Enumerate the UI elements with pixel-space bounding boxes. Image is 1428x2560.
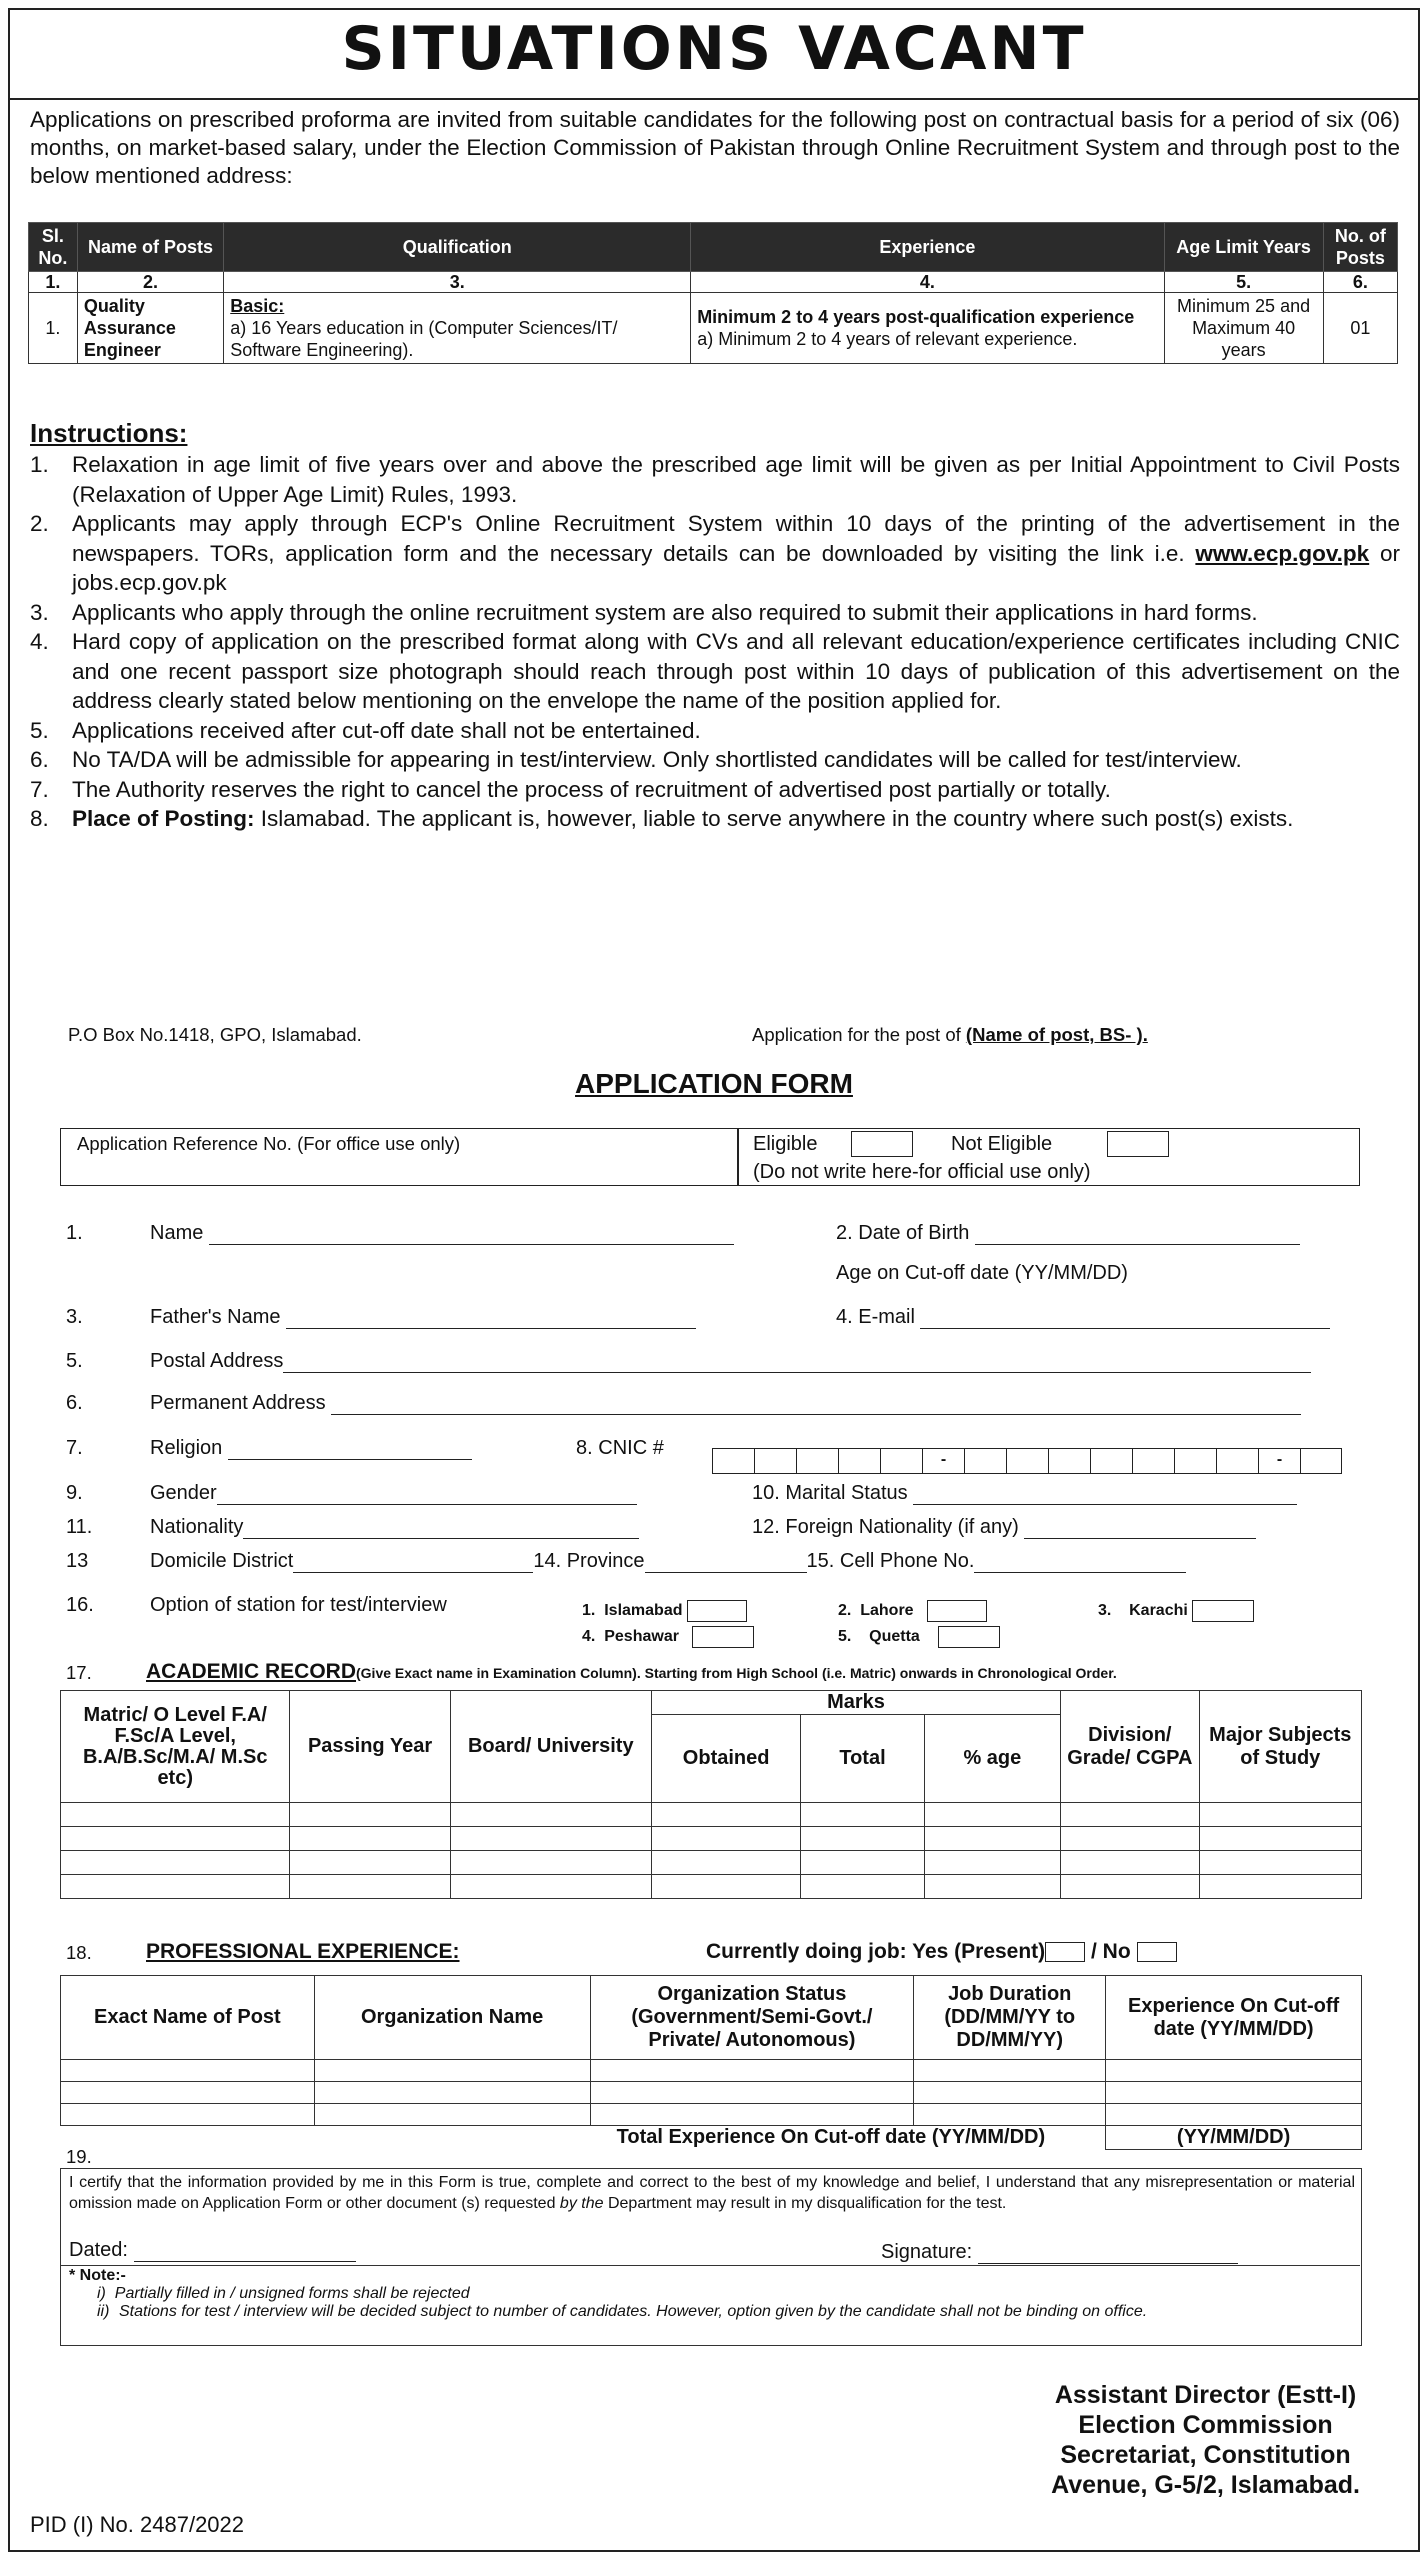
experience-title: Minimum 2 to 4 years post-qualification experience: [697, 307, 1135, 327]
cnic-boxes[interactable]: - -: [712, 1448, 1342, 1474]
qualification-text: a) 16 Years education in (Computer Sciences/IT/ Software Engineering).: [230, 318, 618, 360]
applied-for-label: Application for the post of (Name of post, BS- ).: [752, 1024, 1148, 1045]
col-number: 4.: [691, 272, 1164, 293]
table-row[interactable]: [61, 2104, 1362, 2126]
station-label: Option of station for test/interview: [150, 1594, 447, 1616]
province-field[interactable]: [645, 1572, 807, 1573]
table-row: [29, 293, 1398, 364]
col-number: 5.: [1164, 272, 1323, 293]
list-item: 8. Place of Posting: Islamabad. The applicant is, however, liable to serve anywhere in the country where such post(s) exists.: [30, 806, 1294, 831]
experience-text: a) Minimum 2 to 4 years of relevant experience.: [697, 329, 1078, 349]
note-label: * Note:-: [69, 2267, 126, 2284]
lahore-checkbox[interactable]: [927, 1600, 987, 1622]
station-option[interactable]: 5. Quetta: [838, 1626, 1000, 1648]
header-qualification: Qualification: [224, 223, 691, 272]
notes: [97, 2285, 1353, 2321]
list-item: 7. The Authority reserves the right to cancel the process of recruitment of advertised post partially or totally.: [30, 776, 1111, 802]
header-exam: Matric/ O Level F.A/ F.Sc/A Level, B.A/B.Sc/M.A/ M.Sc etc): [61, 1691, 290, 1803]
list-item: 4. Hard copy of application on the prescribed format along with CVs and all relevant education/experience certificates including CNIC and one recent passport size photograph should reach through post within 10 days of publication of this advertisement on the address clearly stated below mentioning on the envelope the name of the position applied for.: [30, 629, 1400, 713]
col-number: 2.: [77, 272, 223, 293]
academic-table: [60, 1690, 1362, 1899]
foreign-nationality-field[interactable]: [1024, 1538, 1256, 1539]
list-item: ii) Stations for test / interview will be decided subject to number of candidates. However, option given by the candidate shall not be binding on office.: [97, 2303, 1148, 2320]
header-total: Total: [801, 1715, 924, 1803]
dated-field[interactable]: [134, 2261, 356, 2262]
station-option[interactable]: 2. Lahore: [838, 1600, 987, 1622]
table-row[interactable]: [61, 1827, 1362, 1851]
row-age-limit: Minimum 25 and Maximum 40 years: [1164, 293, 1323, 364]
header-experience: Experience: [691, 223, 1164, 272]
list-item: 5. Applications received after cut-off date shall not be entertained.: [30, 717, 701, 743]
nationality-field[interactable]: [243, 1538, 639, 1539]
dob-field[interactable]: [975, 1244, 1300, 1245]
col-number: 3.: [224, 272, 691, 293]
qualification-title: Basic:: [230, 296, 285, 316]
title-divider: [8, 98, 1420, 100]
declaration-text: I certify that the information provided by me in this Form is true, complete and correct to the best of my knowledge and belief, I understand that any misrepresentation or material omission made on Application Form or other document (s) requested by the Department may result in my disqualification for the test.: [69, 2174, 1355, 2212]
table-row[interactable]: [61, 1851, 1362, 1875]
table-row[interactable]: [61, 1803, 1362, 1827]
list-item: 3. Applicants who apply through the online recruitment system are also required to submit their applications in hard forms.: [30, 599, 1258, 625]
header-count: No. of Posts: [1323, 223, 1397, 272]
po-box: P.O Box No.1418, GPO, Islamabad.: [68, 1024, 362, 1045]
not-eligible-checkbox[interactable]: [1107, 1131, 1169, 1157]
header-post: Exact Name of Post: [61, 1976, 315, 2060]
eligible-checkbox[interactable]: [851, 1131, 913, 1157]
peshawar-checkbox[interactable]: [692, 1626, 754, 1648]
nationality-label: Nationality: [150, 1516, 639, 1539]
yes-checkbox[interactable]: [1045, 1942, 1085, 1962]
karachi-checkbox[interactable]: [1192, 1600, 1254, 1622]
cell-phone-field[interactable]: [974, 1572, 1186, 1573]
dob-label: 2. Date of Birth: [836, 1222, 1300, 1245]
list-item: i) Partially filled in / unsigned forms shall be rejected: [97, 2285, 470, 2302]
email-label: 4. E-mail: [836, 1306, 1330, 1329]
postal-address-field[interactable]: [283, 1372, 1311, 1373]
gender-field[interactable]: [217, 1504, 637, 1505]
instructions-list: [30, 450, 1400, 834]
father-name-field[interactable]: [286, 1328, 696, 1329]
total-experience-value[interactable]: (YY/MM/DD): [1106, 2126, 1362, 2150]
row-qualification: [224, 293, 691, 364]
currently-employed: Currently doing job: Yes (Present) / No: [706, 1940, 1177, 1964]
father-label: Father's Name: [150, 1306, 696, 1329]
office-use-box: [60, 1128, 1360, 1186]
list-item: 6. No TA/DA will be admissible for appearing in test/interview. Only shortlisted candidates will be called for test/interview.: [30, 747, 1242, 772]
table-row[interactable]: [61, 2060, 1362, 2082]
religion-label: Religion: [150, 1437, 472, 1460]
intro-paragraph: Applications on prescribed proforma are invited from suitable candidates for the following post on contractual basis for a period of six (06) months, on market-based salary, under the Election Commission of Pakistan through Online Recruitment System and through post to the below mentioned address:: [30, 107, 1400, 188]
quetta-checkbox[interactable]: [938, 1626, 1000, 1648]
academic-heading: ACADEMIC RECORD(Give Exact name in Examination Column). Starting from High School (i.e. Matric) onwards in Chronological Order.: [146, 1660, 1117, 1683]
station-option[interactable]: 4. Peshawar: [582, 1626, 754, 1648]
header-percentage: % age: [924, 1715, 1060, 1803]
islamabad-checkbox[interactable]: [687, 1600, 747, 1622]
instructions-heading: Instructions:: [30, 418, 188, 448]
header-experience: Experience On Cut-off date (YY/MM/DD): [1106, 1976, 1362, 2060]
list-item: 2. Applicants may apply through ECP's Online Recruitment System within 10 days of the printing of the advertisement in the newspapers. TORs, application form and the necessary details can be downloaded by visiting the link i.e. www.ecp.gov.pk or jobs.ecp.gov.pk: [30, 511, 1400, 595]
list-item: 1. Relaxation in age limit of five years over and above the prescribed age limit will be given as per Initial Appointment to Civil Posts (Relaxation of Upper Age Limit) Rules, 1993.: [30, 452, 1400, 507]
experience-table: [60, 1975, 1362, 2150]
marital-label: 10. Marital Status: [752, 1482, 1297, 1505]
header-obtained: Obtained: [651, 1715, 800, 1803]
row-post-name: Quality Assurance Engineer: [77, 293, 223, 364]
page-title: SITUATIONS VACANT: [341, 14, 1087, 84]
ecp-website-link[interactable]: www.ecp.gov.pk: [1195, 540, 1370, 566]
station-option[interactable]: 1. Islamabad: [582, 1600, 747, 1622]
header-sl: Sl. No.: [29, 223, 78, 272]
form-heading: APPLICATION FORM: [575, 1068, 853, 1099]
row-sl: 1.: [29, 293, 78, 364]
permanent-label: Permanent Address: [150, 1392, 1301, 1415]
header-age: Age Limit Years: [1164, 223, 1323, 272]
header-duration: Job Duration (DD/MM/YY to DD/MM/YY): [914, 1976, 1106, 2060]
cnic-label: 8. CNIC #: [576, 1437, 664, 1459]
religion-field[interactable]: [228, 1459, 472, 1460]
table-row[interactable]: [61, 2082, 1362, 2104]
pid-number: PID (I) No. 2487/2022: [30, 2512, 245, 2537]
name-label: Name: [150, 1222, 734, 1245]
professional-heading: PROFESSIONAL EXPERIENCE:: [146, 1940, 460, 1963]
header-subjects: Major Subjects of Study: [1199, 1691, 1361, 1803]
foreign-label: 12. Foreign Nationality (if any): [752, 1516, 1256, 1539]
eligible-label: Eligible: [753, 1133, 818, 1155]
ref-divider: [737, 1129, 739, 1185]
gender-label: Gender: [150, 1482, 637, 1505]
header-division: Division/ Grade/ CGPA: [1061, 1691, 1200, 1803]
signature-label: Signature:: [881, 2241, 1238, 2264]
header-board: Board/ University: [450, 1691, 651, 1803]
row-experience: [691, 293, 1164, 364]
col-number: 1.: [29, 272, 78, 293]
declaration-box: [60, 2168, 1362, 2346]
official-note: (Do not write here-for official use only): [753, 1161, 1091, 1183]
header-org-status: Organization Status (Government/Semi-Govt./ Private/ Autonomous): [590, 1976, 914, 2060]
dated-label: Dated:: [69, 2239, 356, 2262]
header-passing-year: Passing Year: [290, 1691, 450, 1803]
domicile-field[interactable]: [293, 1572, 533, 1573]
not-eligible-label: Not Eligible: [951, 1133, 1053, 1155]
no-checkbox[interactable]: [1137, 1942, 1177, 1962]
name-field[interactable]: [209, 1244, 734, 1245]
row-post-count: 01: [1323, 293, 1397, 364]
station-option[interactable]: 3. Karachi: [1098, 1600, 1254, 1622]
signature-field[interactable]: [978, 2263, 1238, 2264]
note-divider: [61, 2265, 1360, 2266]
postal-label: Postal Address: [150, 1350, 1311, 1373]
signatory-block: Assistant Director (Estt-I) Election Commission Secretariat, Constitution Avenue, G-5/2, Islamabad.: [1051, 2381, 1360, 2499]
header-name: Name of Posts: [77, 223, 223, 272]
marital-status-field[interactable]: [913, 1504, 1297, 1505]
total-experience-label: Total Experience On Cut-off date (YY/MM/DD): [61, 2126, 1106, 2150]
table-row[interactable]: [61, 1875, 1362, 1899]
header-organization: Organization Name: [314, 1976, 590, 2060]
applied-for-value[interactable]: (Name of post, BS- ).: [965, 1024, 1148, 1045]
domicile-label: Domicile District 14. Province 15. Cell Phone No.: [150, 1550, 1186, 1573]
header-marks: Marks: [651, 1691, 1060, 1715]
permanent-address-field[interactable]: [331, 1414, 1301, 1415]
age-cutoff-label: Age on Cut-off date (YY/MM/DD): [836, 1262, 1128, 1284]
col-number: 6.: [1323, 272, 1397, 293]
email-field[interactable]: [920, 1328, 1330, 1329]
posts-table: [28, 222, 1398, 364]
ref-label: Application Reference No. (For office use only): [77, 1133, 461, 1154]
